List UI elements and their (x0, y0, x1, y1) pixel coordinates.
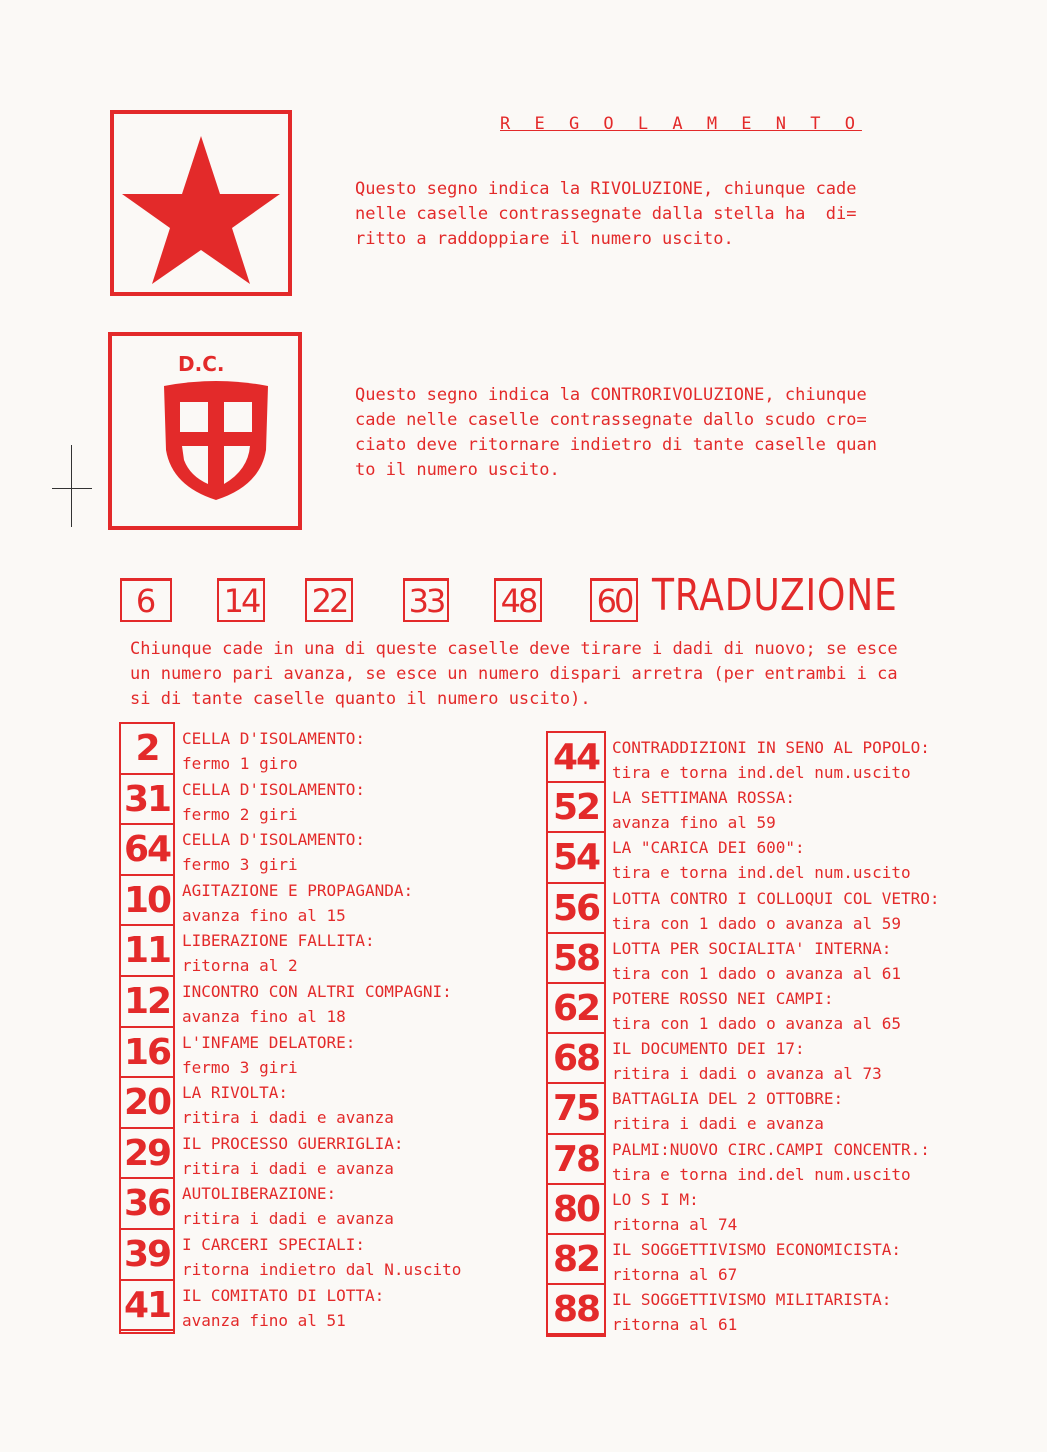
left-entry (182, 1232, 461, 1282)
left-entry (182, 726, 365, 776)
left-number-cell: 29 (121, 1129, 173, 1180)
right-entry-heading: IL DOCUMENTO DEI 17: (612, 1039, 805, 1059)
right-entry-description: tira con 1 dado o avanza al 59 (612, 913, 901, 933)
left-entry (182, 1131, 404, 1181)
registration-mark-h (52, 488, 92, 489)
left-entry-heading: IL PROCESSO GUERRIGLIA: (182, 1133, 404, 1153)
left-entry (182, 979, 452, 1029)
traduzione-cell-22: 22 (305, 578, 353, 622)
right-entry (612, 1187, 737, 1237)
right-entry-heading: IL SOGGETTIVISMO MILITARISTA: (612, 1290, 892, 1310)
left-number-cell: 16 (121, 1028, 173, 1079)
right-entry (612, 835, 911, 885)
left-entry-description: ritorna indietro dal N.uscito (182, 1260, 462, 1279)
right-entry-heading: IL SOGGETTIVISMO ECONOMICISTA: (612, 1240, 901, 1259)
star-icon (114, 114, 288, 292)
left-entry-heading: IL COMITATO DI LOTTA: (182, 1285, 385, 1305)
left-entry (182, 1030, 355, 1080)
right-entry (612, 1237, 901, 1287)
right-number-cell: 58 (548, 934, 604, 984)
right-entry-description: tira con 1 dado o avanza al 61 (612, 963, 901, 983)
star-symbol-box (110, 110, 292, 296)
left-entry-heading: AGITAZIONE E PROPAGANDA: (182, 880, 414, 900)
right-entry (612, 1036, 882, 1086)
crusader-shield-icon (160, 380, 272, 504)
left-number-cell: 31 (121, 775, 173, 826)
right-number-cell: 54 (548, 833, 604, 883)
left-entry-heading: CELLA D'ISOLAMENTO: (182, 779, 366, 799)
right-number-cell: 78 (548, 1135, 604, 1185)
right-entry-description: avanza fino al 59 (612, 813, 776, 833)
right-entry-description: ritorna al 67 (612, 1265, 738, 1284)
left-entry-heading: I CARCERI SPECIALI: (182, 1235, 366, 1254)
left-entry-heading: CELLA D'ISOLAMENTO: (182, 729, 366, 748)
left-number-cell: 64 (121, 825, 173, 876)
right-entry-heading: LA "CARICA DEI 600": (612, 838, 805, 858)
left-entry-description: ritira i dadi e avanza (182, 1209, 394, 1229)
right-number-cell: 52 (548, 783, 604, 833)
page-title: R E G O L A M E N T O (500, 114, 862, 134)
left-entry (182, 1080, 394, 1130)
right-number-cell: 56 (548, 884, 604, 934)
left-entry-heading: L'INFAME DELATORE: (182, 1032, 356, 1052)
right-number-cell: 82 (548, 1235, 604, 1285)
right-number-cell: 44 (548, 733, 604, 783)
left-number-cell: 2 (121, 724, 173, 775)
left-entry-heading: CELLA D'ISOLAMENTO: (182, 830, 366, 850)
right-number-cell: 68 (548, 1034, 604, 1084)
right-entry-heading: POTERE ROSSO NEI CAMPI: (612, 989, 834, 1008)
right-entry-heading: CONTRADDIZIONI IN SENO AL POPOLO: (612, 738, 930, 757)
left-entry-description: avanza fino al 18 (182, 1007, 346, 1026)
left-number-cell: 20 (121, 1078, 173, 1129)
traduzione-text: Chiunque cade in una di queste caselle deve tirare i dadi di nuovo; se esce un numero pari avanza, se esce un numero dispari arretra (per entrambi i ca si di tante caselle quanto il numero uscito). (130, 639, 898, 709)
right-entry-description: tira con 1 dado o avanza al 65 (612, 1014, 901, 1033)
right-number-cell: 80 (548, 1185, 604, 1235)
right-entry-heading: LA SETTIMANA ROSSA: (612, 788, 796, 808)
dc-label: D.C. (178, 352, 225, 376)
traduzione-title: TRADUZIONE (652, 570, 898, 621)
traduzione-cell-33: 33 (403, 578, 449, 622)
left-entry (182, 1181, 394, 1231)
left-entry-heading: LA RIVOLTA: (182, 1083, 288, 1103)
right-number-cell: 88 (548, 1285, 604, 1335)
right-entry-heading: PALMI:NUOVO CIRC.CAMPI CONCENTR.: (612, 1139, 930, 1159)
left-entry-description: ritira i dadi e avanza (182, 1158, 394, 1178)
right-entry-description: tira e torna ind.del num.uscito (612, 763, 911, 782)
right-entry-description: ritorna al 74 (612, 1214, 738, 1234)
traduzione-cell-6: 6 (120, 578, 172, 622)
traduzione-cell-14: 14 (217, 578, 265, 622)
right-entry (612, 1086, 843, 1136)
right-entry (612, 1287, 891, 1337)
right-entry-description: ritira i dadi o avanza al 73 (612, 1064, 882, 1084)
right-number-cell: 75 (548, 1084, 604, 1134)
right-entry-heading: LO S I M: (612, 1189, 699, 1209)
left-entry-description: ritorna al 2 (182, 956, 298, 976)
right-entry-heading: LOTTA PER SOCIALITA' INTERNA: (612, 938, 892, 958)
traduzione-cell-48: 48 (494, 578, 542, 622)
left-number-cell: 12 (121, 977, 173, 1028)
right-entry (612, 986, 901, 1036)
traduzione-cell-60: 60 (590, 578, 638, 622)
right-entry-heading: LOTTA CONTRO I COLLOQUI COL VETRO: (612, 888, 940, 908)
right-entry (612, 1137, 930, 1187)
left-number-cell: 10 (121, 876, 173, 927)
left-number-cell: 39 (121, 1230, 173, 1281)
left-entry (182, 1283, 384, 1333)
left-number-cell: 41 (121, 1281, 173, 1332)
right-entry-description: ritorna al 61 (612, 1315, 738, 1335)
right-entry (612, 886, 940, 936)
left-number-cell: 11 (121, 926, 173, 977)
left-entry-description: fermo 3 giri (182, 855, 298, 875)
left-entry (182, 777, 365, 827)
left-entry-description: avanza fino al 15 (182, 905, 346, 925)
left-entry-description: ritira i dadi e avanza (182, 1108, 394, 1128)
star-rule-text: Questo segno indica la RIVOLUZIONE, chiunque cade nelle caselle contrassegnate dalla stella ha di= ritto a raddoppiare il numero uscito. (355, 179, 857, 249)
left-number-cell: 36 (121, 1179, 173, 1230)
registration-mark-v (71, 445, 72, 527)
left-entry-description: fermo 2 giri (182, 804, 298, 824)
right-entry-heading: BATTAGLIA DEL 2 OTTOBRE: (612, 1089, 844, 1109)
right-entry (612, 785, 795, 835)
right-entry-description: ritira i dadi e avanza (612, 1114, 824, 1134)
right-number-cell: 62 (548, 984, 604, 1034)
left-entry-description: fermo 1 giro (182, 754, 298, 773)
left-entry-heading: INCONTRO CON ALTRI COMPAGNI: (182, 982, 452, 1001)
left-entry-description: avanza fino al 51 (182, 1310, 346, 1330)
left-entry-description: fermo 3 giri (182, 1057, 298, 1077)
shield-rule-text: Questo segno indica la CONTRORIVOLUZIONE, chiunque cade nelle caselle contrassegnate dallo scudo cro= ciato deve ritornare indietro di tante caselle quan to il numero uscito. (355, 385, 877, 480)
right-entry-description: tira e torna ind.del num.uscito (612, 863, 911, 883)
left-entry-heading: AUTOLIBERAZIONE: (182, 1184, 337, 1204)
right-entry-description: tira e torna ind.del num.uscito (612, 1164, 911, 1184)
right-entry (612, 936, 901, 986)
left-entry (182, 878, 413, 928)
left-entry (182, 928, 375, 978)
right-entry (612, 735, 930, 785)
left-entry-heading: LIBERAZIONE FALLITA: (182, 931, 375, 951)
left-entry (182, 827, 365, 877)
